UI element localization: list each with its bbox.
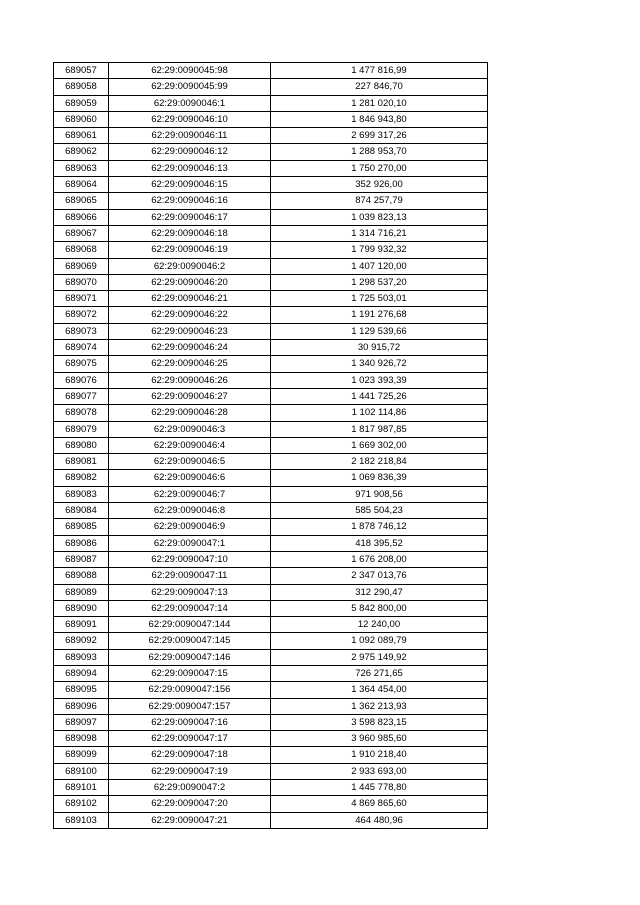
row-number-cell: 689083 [54,486,109,502]
table-row [54,780,488,796]
table-row [54,160,488,176]
cadastral-value-cell: 418 395,52 [271,535,488,551]
cadastral-number-cell: 62:29:0090046:20 [109,274,271,290]
row-number-cell: 689099 [54,747,109,763]
row-number-cell: 689063 [54,160,109,176]
table-row [54,291,488,307]
row-number-cell: 689087 [54,551,109,567]
table-row [54,79,488,95]
table-row [54,111,488,127]
row-number-cell: 689090 [54,600,109,616]
cadastral-number-cell: 62:29:0090047:2 [109,780,271,796]
row-number-cell: 689070 [54,274,109,290]
table-row [54,258,488,274]
cadastral-number-cell: 62:29:0090046:22 [109,307,271,323]
row-number-cell: 689089 [54,584,109,600]
cadastral-number-cell: 62:29:0090047:16 [109,714,271,730]
row-number-cell: 689066 [54,209,109,225]
cadastral-value-cell: 874 257,79 [271,193,488,209]
table-body [54,63,488,829]
cadastral-value-cell: 1 102 114,86 [271,405,488,421]
cadastral-value-cell: 1 298 537,20 [271,274,488,290]
row-number-cell: 689068 [54,242,109,258]
row-number-cell: 689057 [54,63,109,79]
cadastral-number-cell: 62:29:0090047:18 [109,747,271,763]
row-number-cell: 689059 [54,95,109,111]
row-number-cell: 689098 [54,731,109,747]
table-row [54,682,488,698]
cadastral-number-cell: 62:29:0090046:18 [109,225,271,241]
table-row [54,731,488,747]
cadastral-number-cell: 62:29:0090046:7 [109,486,271,502]
row-number-cell: 689097 [54,714,109,730]
row-number-cell: 689091 [54,617,109,633]
row-number-cell: 689085 [54,519,109,535]
row-number-cell: 689060 [54,111,109,127]
cadastral-value-cell: 1 669 302,00 [271,437,488,453]
cadastral-number-cell: 62:29:0090047:15 [109,665,271,681]
cadastral-value-cell: 1 445 778,80 [271,780,488,796]
row-number-cell: 689072 [54,307,109,323]
row-number-cell: 689062 [54,144,109,160]
table-row [54,714,488,730]
cadastral-value-cell: 585 504,23 [271,503,488,519]
table-row [54,144,488,160]
cadastral-number-cell: 62:29:0090046:8 [109,503,271,519]
row-number-cell: 689058 [54,79,109,95]
cadastral-value-cell: 1 129 539,66 [271,323,488,339]
cadastral-number-cell: 62:29:0090046:10 [109,111,271,127]
cadastral-number-cell: 62:29:0090047:144 [109,617,271,633]
table-row [54,454,488,470]
cadastral-value-cell: 1 362 213,93 [271,698,488,714]
cadastral-number-cell: 62:29:0090046:23 [109,323,271,339]
row-number-cell: 689079 [54,421,109,437]
cadastral-number-cell: 62:29:0090047:156 [109,682,271,698]
cadastral-number-cell: 62:29:0090046:15 [109,177,271,193]
cadastral-value-cell: 312 290,47 [271,584,488,600]
cadastral-value-cell: 1 725 503,01 [271,291,488,307]
table-row [54,372,488,388]
row-number-cell: 689094 [54,665,109,681]
cadastral-value-cell: 2 699 317,26 [271,128,488,144]
cadastral-number-cell: 62:29:0090046:21 [109,291,271,307]
table-row [54,63,488,79]
cadastral-number-cell: 62:29:0090046:27 [109,388,271,404]
cadastral-number-cell: 62:29:0090045:98 [109,63,271,79]
row-number-cell: 689069 [54,258,109,274]
table-row [54,551,488,567]
cadastral-number-cell: 62:29:0090046:4 [109,437,271,453]
table-row [54,323,488,339]
table-row [54,747,488,763]
cadastral-value-cell: 1 039 823,13 [271,209,488,225]
table-row [54,177,488,193]
cadastral-number-cell: 62:29:0090046:24 [109,340,271,356]
cadastral-value-cell: 352 926,00 [271,177,488,193]
table-row [54,128,488,144]
cadastral-value-cell: 726 271,65 [271,665,488,681]
cadastral-number-cell: 62:29:0090046:2 [109,258,271,274]
row-number-cell: 689078 [54,405,109,421]
cadastral-value-cell: 2 975 149,92 [271,649,488,665]
table-row [54,470,488,486]
cadastral-number-cell: 62:29:0090046:1 [109,95,271,111]
row-number-cell: 689065 [54,193,109,209]
table-row [54,95,488,111]
table-row [54,633,488,649]
cadastral-number-cell: 62:29:0090046:3 [109,421,271,437]
cadastral-value-cell: 1 023 393,39 [271,372,488,388]
cadastral-value-cell: 1 750 270,00 [271,160,488,176]
row-number-cell: 689076 [54,372,109,388]
cadastral-value-cell: 971 908,56 [271,486,488,502]
cadastral-number-cell: 62:29:0090046:13 [109,160,271,176]
row-number-cell: 689082 [54,470,109,486]
cadastral-value-cell: 2 933 693,00 [271,763,488,779]
cadastral-value-cell: 2 182 218,84 [271,454,488,470]
cadastral-number-cell: 62:29:0090047:21 [109,812,271,828]
document-sheet [53,62,488,829]
row-number-cell: 689075 [54,356,109,372]
row-number-cell: 689102 [54,796,109,812]
cadastral-value-cell: 5 842 800,00 [271,600,488,616]
cadastral-value-cell: 1 281 020,10 [271,95,488,111]
cadastral-value-cell: 1 477 816,99 [271,63,488,79]
cadastral-value-cell: 1 910 218,40 [271,747,488,763]
table-row [54,763,488,779]
cadastral-value-cell: 1 340 926,72 [271,356,488,372]
row-number-cell: 689081 [54,454,109,470]
cadastral-value-cell: 464 480,96 [271,812,488,828]
table-row [54,519,488,535]
cadastral-number-cell: 62:29:0090047:145 [109,633,271,649]
row-number-cell: 689100 [54,763,109,779]
table-row [54,812,488,828]
row-number-cell: 689092 [54,633,109,649]
table-row [54,340,488,356]
table-row [54,421,488,437]
table-row [54,698,488,714]
row-number-cell: 689077 [54,388,109,404]
cadastral-value-cell: 1 314 716,21 [271,225,488,241]
cadastral-number-cell: 62:29:0090047:14 [109,600,271,616]
cadastral-value-cell: 1 069 836,39 [271,470,488,486]
table-row [54,617,488,633]
cadastral-value-cell: 1 288 953,70 [271,144,488,160]
cadastral-value-cell: 1 676 208,00 [271,551,488,567]
table-row [54,584,488,600]
table-row [54,193,488,209]
table-row [54,665,488,681]
table-row [54,796,488,812]
cadastral-number-cell: 62:29:0090046:9 [109,519,271,535]
cadastral-value-cell: 1 799 932,32 [271,242,488,258]
row-number-cell: 689095 [54,682,109,698]
cadastral-number-cell: 62:29:0090047:20 [109,796,271,812]
cadastral-value-cell: 1 817 987,85 [271,421,488,437]
cadastral-value-cell: 1 364 454,00 [271,682,488,698]
row-number-cell: 689101 [54,780,109,796]
cadastral-number-cell: 62:29:0090045:99 [109,79,271,95]
cadastral-value-cell: 1 846 943,80 [271,111,488,127]
row-number-cell: 689071 [54,291,109,307]
cadastral-value-cell: 3 598 823,15 [271,714,488,730]
cadastral-value-cell: 1 878 746,12 [271,519,488,535]
table-row [54,242,488,258]
table-row [54,503,488,519]
cadastral-number-cell: 62:29:0090047:11 [109,568,271,584]
cadastral-number-cell: 62:29:0090046:19 [109,242,271,258]
cadastral-number-cell: 62:29:0090047:157 [109,698,271,714]
table-row [54,437,488,453]
cadastral-number-cell: 62:29:0090047:146 [109,649,271,665]
table-row [54,225,488,241]
row-number-cell: 689086 [54,535,109,551]
row-number-cell: 689067 [54,225,109,241]
table-row [54,388,488,404]
cadastral-number-cell: 62:29:0090047:1 [109,535,271,551]
row-number-cell: 689080 [54,437,109,453]
cadastral-value-table [53,62,488,829]
cadastral-number-cell: 62:29:0090047:19 [109,763,271,779]
cadastral-value-cell: 2 347 013,76 [271,568,488,584]
cadastral-number-cell: 62:29:0090046:17 [109,209,271,225]
cadastral-number-cell: 62:29:0090047:17 [109,731,271,747]
cadastral-value-cell: 227 846,70 [271,79,488,95]
cadastral-value-cell: 1 441 725,26 [271,388,488,404]
row-number-cell: 689096 [54,698,109,714]
table-row [54,356,488,372]
row-number-cell: 689093 [54,649,109,665]
table-row [54,568,488,584]
table-row [54,274,488,290]
row-number-cell: 689073 [54,323,109,339]
cadastral-value-cell: 1 092 089,79 [271,633,488,649]
table-row [54,486,488,502]
cadastral-number-cell: 62:29:0090046:5 [109,454,271,470]
cadastral-value-cell: 1 191 276,68 [271,307,488,323]
row-number-cell: 689074 [54,340,109,356]
row-number-cell: 689061 [54,128,109,144]
table-row [54,209,488,225]
table-row [54,405,488,421]
cadastral-value-cell: 4 869 865,60 [271,796,488,812]
cadastral-value-cell: 30 915,72 [271,340,488,356]
cadastral-number-cell: 62:29:0090046:16 [109,193,271,209]
cadastral-number-cell: 62:29:0090047:13 [109,584,271,600]
cadastral-value-cell: 12 240,00 [271,617,488,633]
row-number-cell: 689084 [54,503,109,519]
cadastral-value-cell: 1 407 120,00 [271,258,488,274]
cadastral-value-cell: 3 960 985,60 [271,731,488,747]
cadastral-number-cell: 62:29:0090046:11 [109,128,271,144]
table-row [54,307,488,323]
cadastral-number-cell: 62:29:0090046:26 [109,372,271,388]
row-number-cell: 689103 [54,812,109,828]
cadastral-number-cell: 62:29:0090046:12 [109,144,271,160]
cadastral-number-cell: 62:29:0090046:28 [109,405,271,421]
cadastral-number-cell: 62:29:0090047:10 [109,551,271,567]
row-number-cell: 689064 [54,177,109,193]
row-number-cell: 689088 [54,568,109,584]
cadastral-number-cell: 62:29:0090046:6 [109,470,271,486]
table-row [54,535,488,551]
table-row [54,649,488,665]
cadastral-number-cell: 62:29:0090046:25 [109,356,271,372]
table-row [54,600,488,616]
